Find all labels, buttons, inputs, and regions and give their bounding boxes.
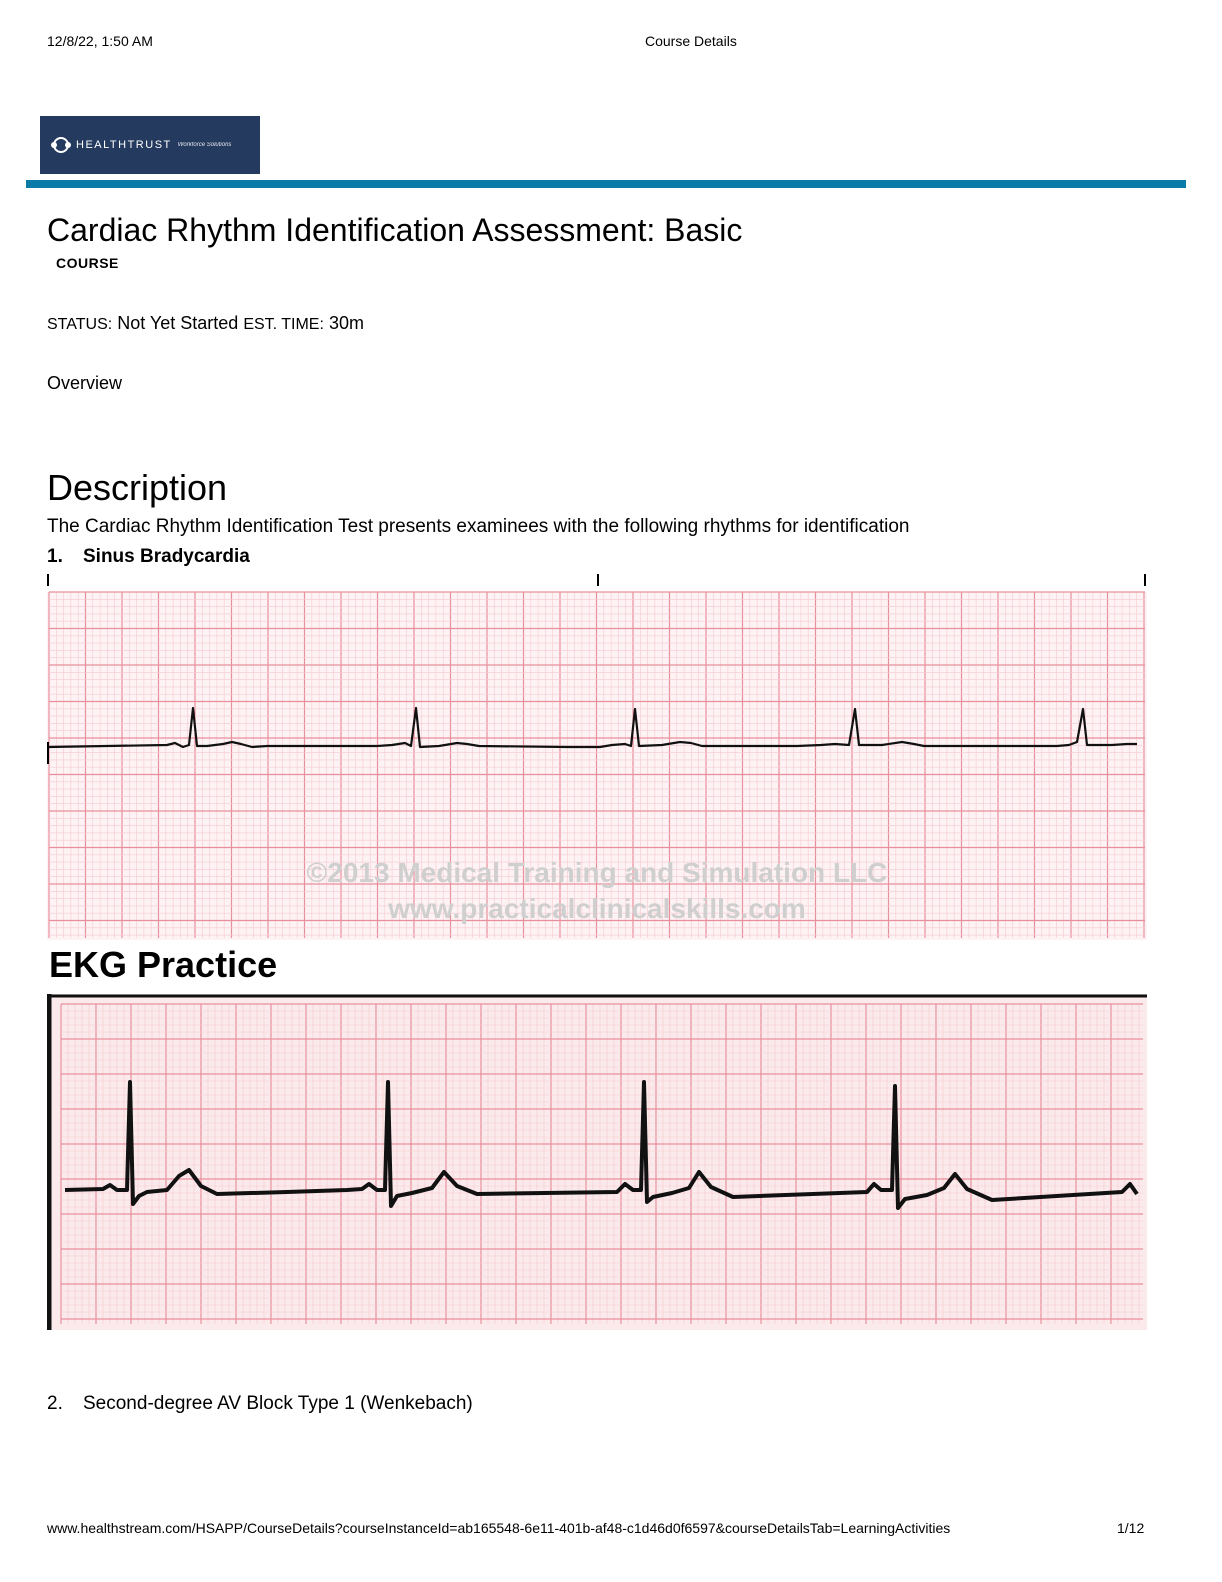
rhythm-item-number: 2. bbox=[47, 1393, 63, 1414]
course-title: Cardiac Rhythm Identification Assessment: Basic bbox=[47, 212, 743, 248]
status-line bbox=[47, 313, 364, 334]
est-time-label: EST. TIME: bbox=[243, 316, 324, 333]
tab-overview[interactable]: Overview bbox=[47, 373, 123, 393]
print-footer-url: www.healthstream.com/HSAPP/CourseDetails?courseInstanceId=ab165548-6e11-401b-af48-c1d46d0f6597&courseDetailsTab=LearningActivities bbox=[47, 1520, 951, 1536]
rhythm-item bbox=[47, 1393, 473, 1415]
strip1-watermark-2: www.practicalclinicalskills.com bbox=[388, 893, 806, 924]
ekg-practice-heading: EKG Practice bbox=[49, 944, 278, 985]
rhythm-item-label: Sinus Bradycardia bbox=[83, 546, 250, 567]
description-heading: Description bbox=[47, 467, 228, 508]
rhythm-item bbox=[47, 546, 250, 568]
print-footer-page: 1/12 bbox=[1117, 1520, 1145, 1536]
ekg-strip-practice bbox=[47, 994, 1147, 1330]
course-type-label: COURSE bbox=[56, 255, 119, 271]
status-value: Not Yet Started bbox=[117, 313, 239, 333]
healthtrust-logo[interactable] bbox=[40, 116, 260, 174]
healthtrust-mark-icon bbox=[50, 136, 72, 154]
header-rule bbox=[26, 180, 1186, 188]
est-time-value: 30m bbox=[328, 313, 364, 333]
print-header-datetime: 12/8/22, 1:50 AM bbox=[47, 33, 153, 49]
print-header-title: Course Details bbox=[645, 33, 737, 49]
logo-tagline: Workforce Solutions bbox=[177, 142, 232, 148]
rhythm-item-label: Second-degree AV Block Type 1 (Wenkebach) bbox=[83, 1393, 473, 1414]
strip1-watermark-1: ©2013 Medical Training and Simulation LLC bbox=[306, 857, 888, 888]
logo-brand: HEALTHTRUST bbox=[76, 139, 172, 151]
description-text: The Cardiac Rhythm Identification Test presents examinees with the following rhythms for identification bbox=[47, 516, 910, 537]
rhythm-item-number: 1. bbox=[47, 546, 63, 567]
status-label: STATUS: bbox=[47, 316, 113, 333]
ekg-strip-sinus-bradycardia bbox=[47, 572, 1147, 940]
